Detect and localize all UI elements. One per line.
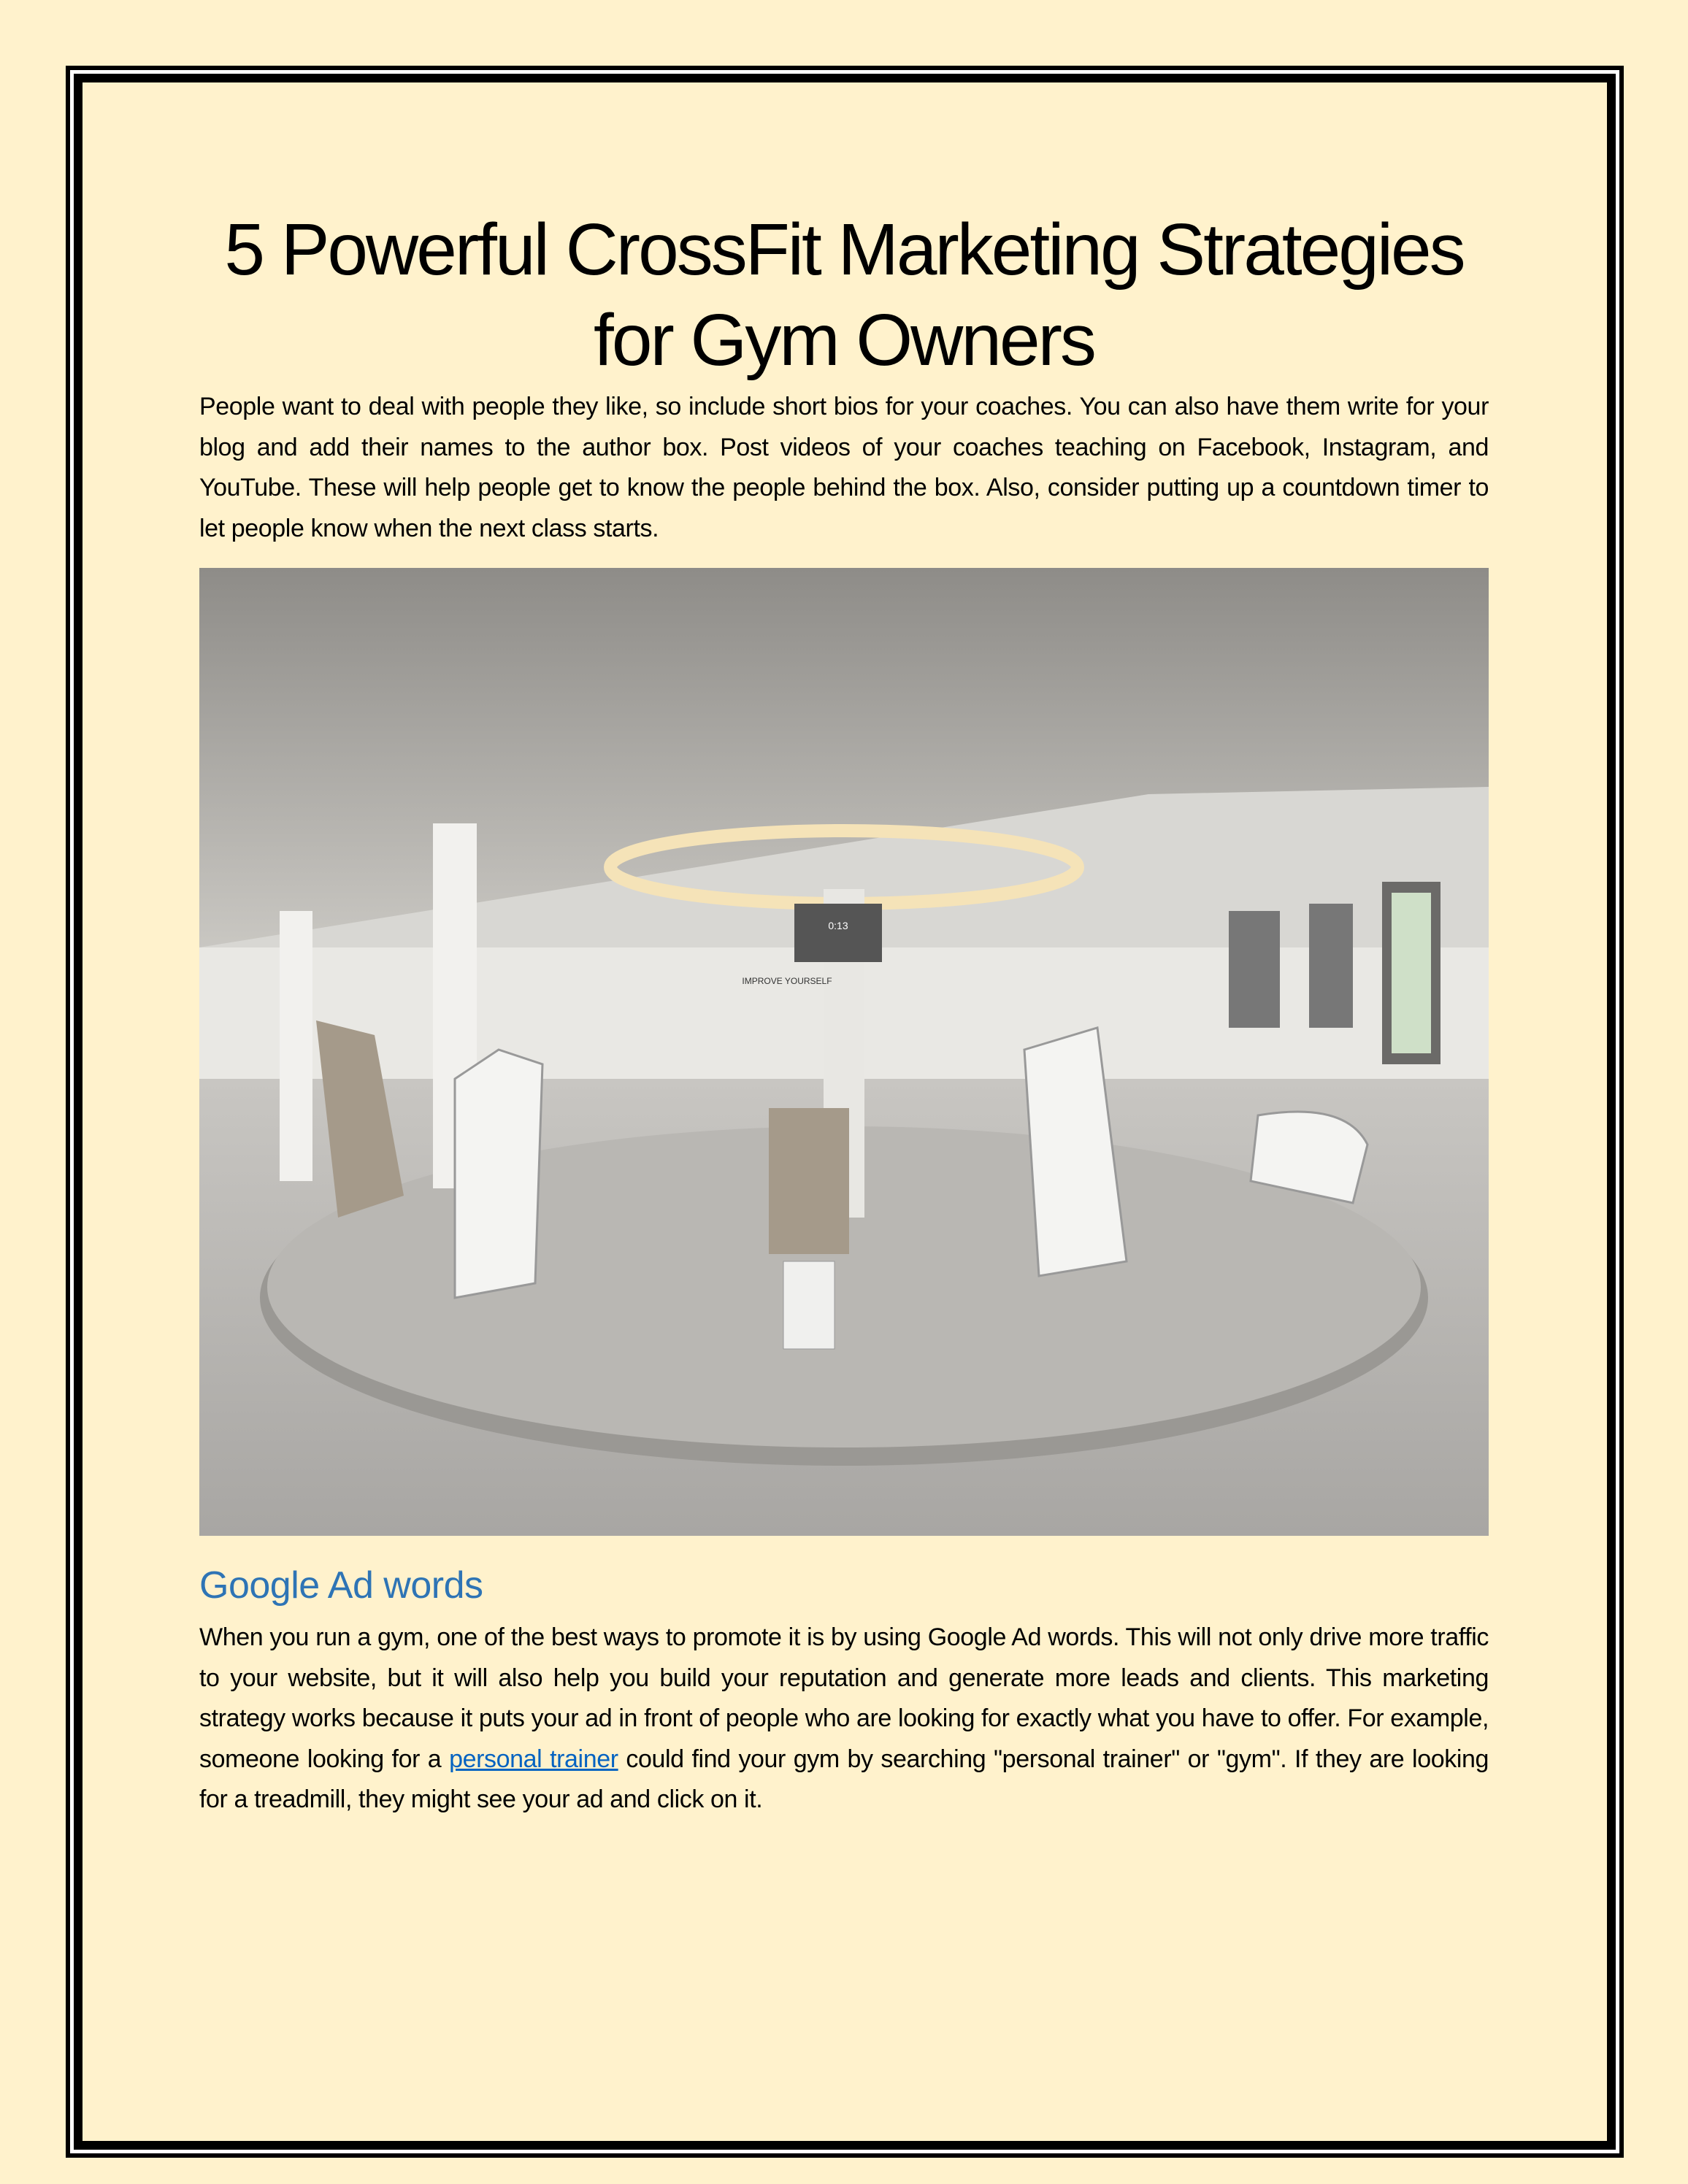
sign-text: IMPROVE YOURSELF — [742, 976, 832, 986]
screen-text: 0:13 — [828, 920, 848, 931]
section-heading-google-ad-words: Google Ad words — [199, 1564, 483, 1607]
paragraph-text-after-link: could find your gym by searching "personal trainer" or "gym". If they are looking for a treadmill, they might see your ad and click on it. — [199, 1745, 1489, 1813]
intro-paragraph: People want to deal with people they like, so include short bios for your coaches. You can also have them write for your blog and add their names to the author box. Post videos of your coaches teaching on Facebook, Instagram, and YouTube. These will help people get to know the people behind the box. Also, consider putting up a countdown timer to let people know when the next class starts. — [199, 393, 1489, 542]
personal-trainer-link[interactable]: personal trainer — [449, 1745, 618, 1773]
gym-photo — [199, 568, 1489, 1536]
google-ad-words-paragraph — [199, 1618, 1489, 1820]
paragraph-text-before-link: When you run a gym, one of the best ways to promote it is by using Google Ad words. This will not only drive more traffic to your website, but it will also help you build your reputation and generate more leads and clients. This marketing strategy works because it puts your ad in front of people who are looking for exactly what you have to offer. For example, someone looking for a — [199, 1623, 1489, 1773]
document-title: 5 Powerful CrossFit Marketing Strategies for Gym Owners — [224, 209, 1464, 381]
